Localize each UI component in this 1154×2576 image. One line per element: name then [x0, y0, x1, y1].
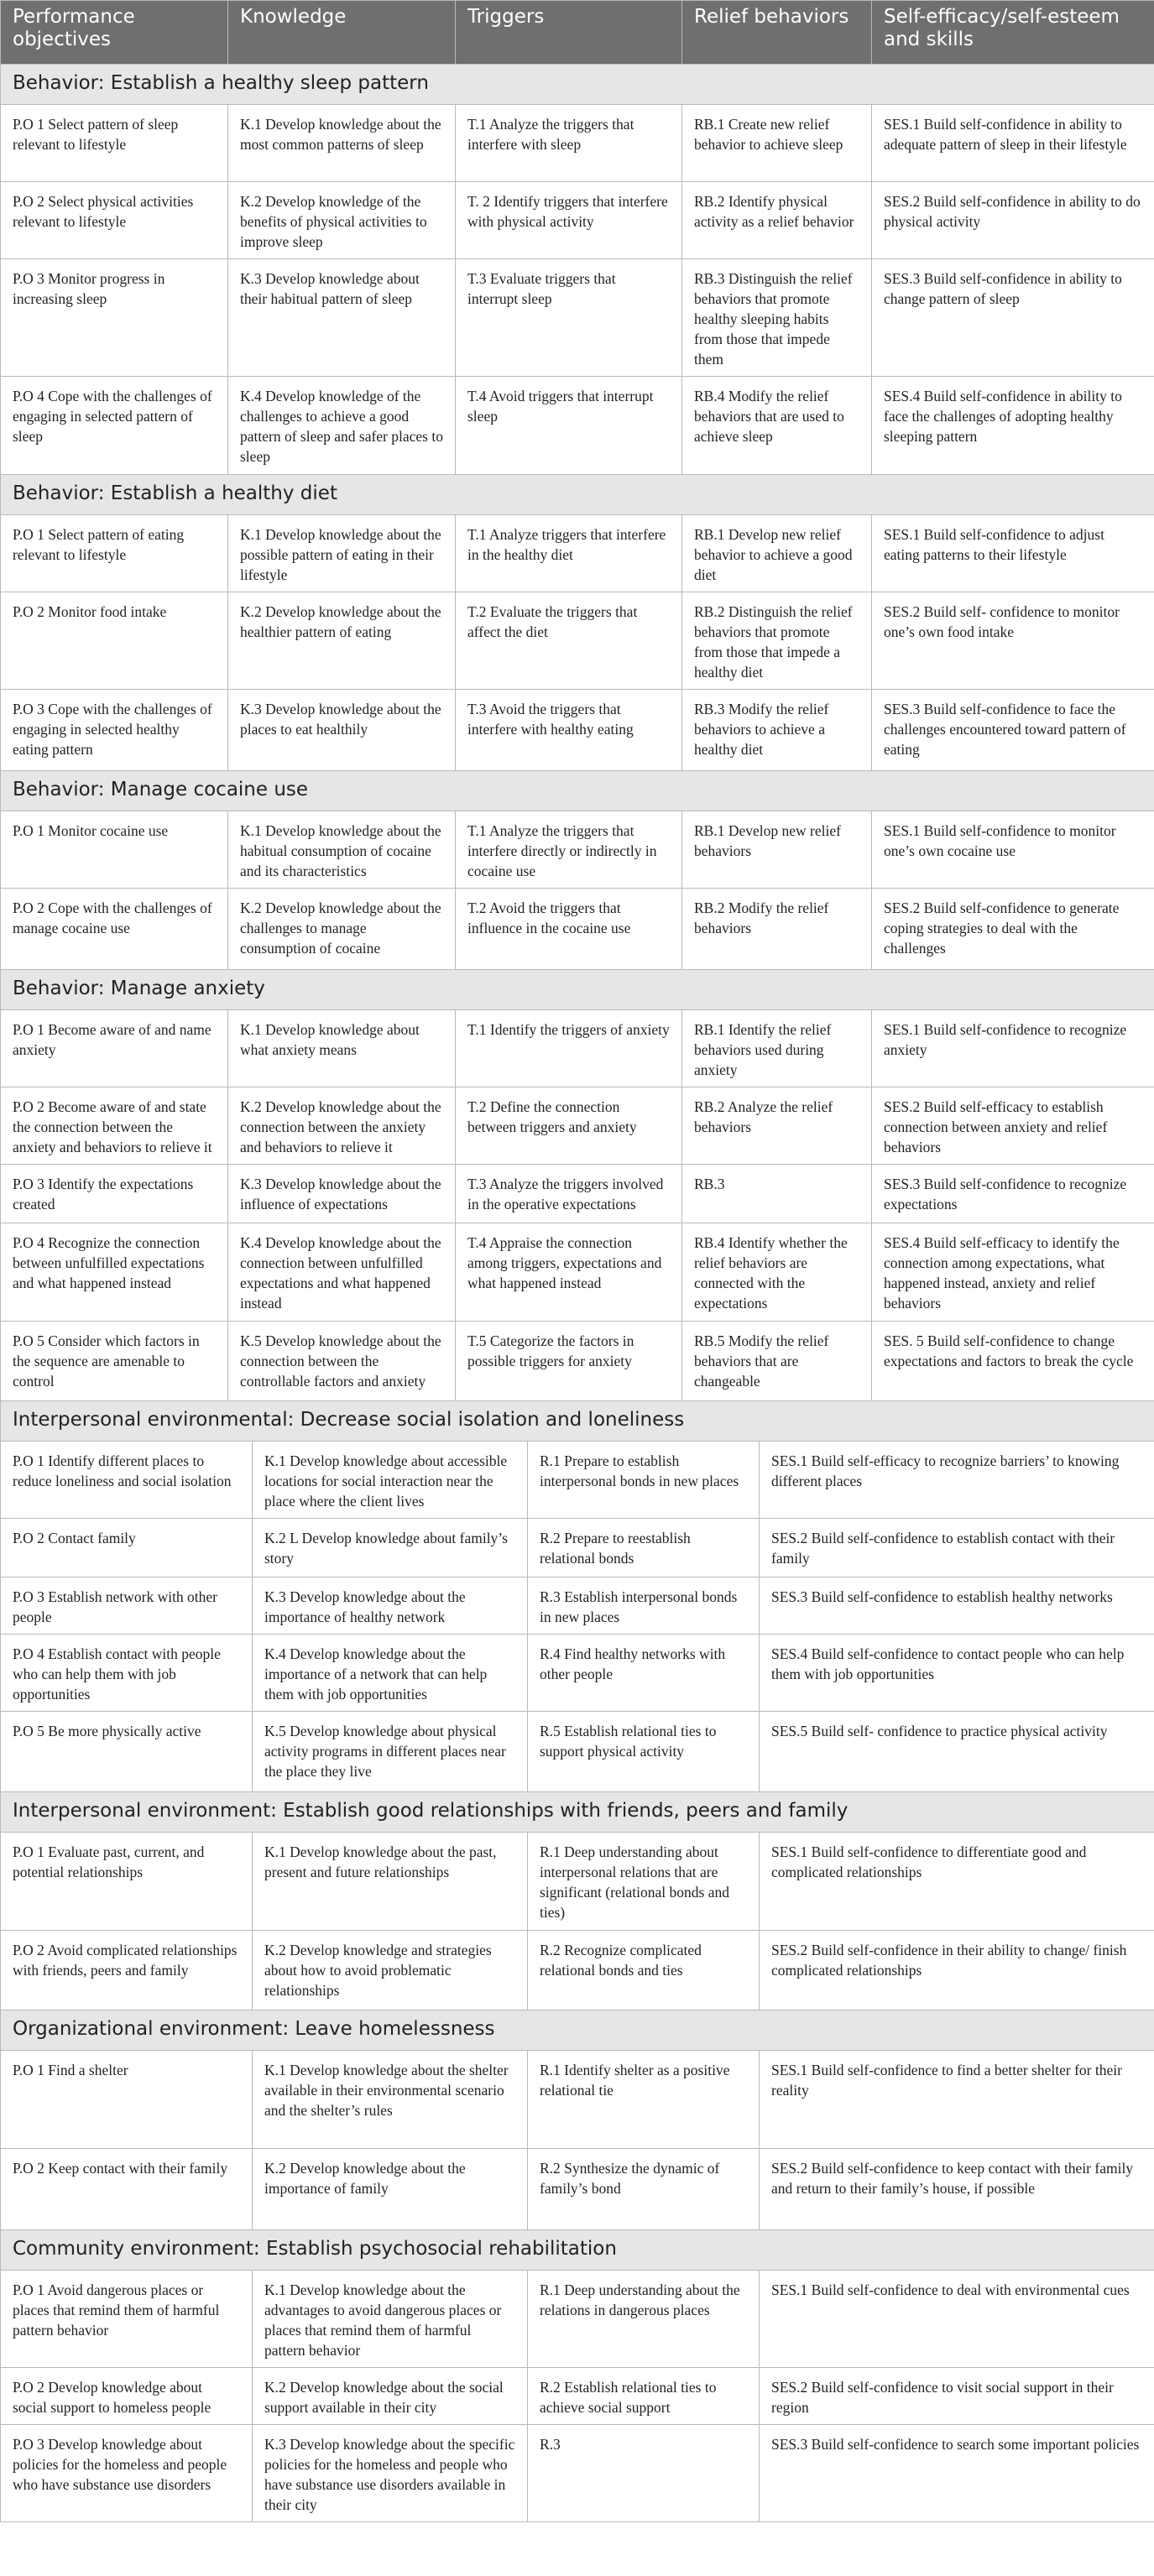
section-title: Behavior: Establish a healthy diet: [1, 475, 1154, 515]
table-cell: R.2 Prepare to reestablish relational bonds: [528, 1519, 760, 1577]
table-row: [1, 2425, 1154, 2522]
table-cell: SES.1 Build self-confidence in ability to adequate pattern of sleep in their lifestyle: [872, 105, 1154, 182]
header-self-efficacy: Self-efficacy/self-esteem and skills: [872, 1, 1154, 65]
table-cell: T.3 Evaluate triggers that interrupt sleep: [456, 259, 682, 377]
header-performance-objectives: Performance objectives: [1, 1, 228, 65]
table-row: [1, 1165, 1154, 1223]
table-cell: SES.1 Build self-efficacy to recognize barriers’ to knowing different places: [760, 1442, 1154, 1519]
table-cell: P.O 3 Identify the expectations created: [1, 1165, 228, 1223]
table-row: [1, 2051, 1154, 2149]
table-cell: K.4 Develop knowledge about the connection between unfulfilled expectations and what happened instead: [228, 1223, 456, 1322]
table-cell: P.O 2 Avoid complicated relationships with friends, peers and family: [1, 1931, 253, 2010]
table-cell: P.O 1 Find a shelter: [1, 2051, 253, 2149]
table-cell: P.O 2 Contact family: [1, 1519, 253, 1577]
table-cell: K.1 Develop knowledge about what anxiety means: [228, 1010, 456, 1087]
table-row: [1, 2368, 1154, 2425]
table-cell: P.O 1 Evaluate past, current, and potential relationships: [1, 1833, 253, 1931]
table-cell: R.4 Find healthy networks with other people: [528, 1635, 760, 1712]
section-title: Interpersonal environment: Establish good relationships with friends, peers and family: [1, 1792, 1154, 1833]
section-title: Community environment: Establish psychosocial rehabilitation: [1, 2230, 1154, 2271]
header-relief-behaviors: Relief behaviors: [682, 1, 872, 65]
table-row: [1, 2149, 1154, 2230]
table-cell: SES.1 Build self-confidence to recognize anxiety: [872, 1010, 1154, 1087]
table-row: [1, 105, 1154, 182]
section-row: [1, 65, 1154, 105]
table-cell: RB.3 Modify the relief behaviors to achieve a healthy diet: [682, 690, 872, 771]
table-cell: P.O 1 Select pattern of eating relevant to lifestyle: [1, 515, 228, 592]
table-cell: R.1 Deep understanding about the relations in dangerous places: [528, 2271, 760, 2368]
table-cell: RB.1 Develop new relief behaviors: [682, 811, 872, 889]
table-cell: RB.1 Develop new relief behavior to achieve a good diet: [682, 515, 872, 592]
table-row: [1, 1087, 1154, 1165]
table-cell: SES.3 Build self-confidence to recognize expectations: [872, 1165, 1154, 1223]
table-cell: R.1 Identify shelter as a positive relational tie: [528, 2051, 760, 2149]
table-row: [1, 690, 1154, 771]
table-cell: T.3 Avoid the triggers that interfere with healthy eating: [456, 690, 682, 771]
table-cell: P.O 4 Recognize the connection between unfulfilled expectations and what happened instead: [1, 1223, 228, 1322]
table-cell: K.3 Develop knowledge about the influence of expectations: [228, 1165, 456, 1223]
table-cell: K.3 Develop knowledge about their habitual pattern of sleep: [228, 259, 456, 377]
table-row: [1, 515, 1154, 592]
table-cell: SES.2 Build self-confidence to generate coping strategies to deal with the challenges: [872, 889, 1154, 970]
table-cell: SES.4 Build self-confidence to contact people who can help them with job opportunities: [760, 1635, 1154, 1712]
table-cell: SES.3 Build self-confidence to face the challenges encountered toward pattern of eating: [872, 690, 1154, 771]
section-row: [1, 1401, 1154, 1442]
table-cell: SES.2 Build self-confidence to visit social support in their region: [760, 2368, 1154, 2425]
table-cell: T.2 Define the connection between triggers and anxiety: [456, 1087, 682, 1165]
table-cell: T.5 Categorize the factors in possible triggers for anxiety: [456, 1322, 682, 1401]
table-row: [1, 1833, 1154, 1931]
table-cell: RB.5 Modify the relief behaviors that are changeable: [682, 1322, 872, 1401]
section-row: [1, 2230, 1154, 2271]
table-row: [1, 811, 1154, 889]
table-cell: T. 2 Identify triggers that interfere with physical activity: [456, 182, 682, 259]
table-cell: SES.2 Build self- confidence to monitor one’s own food intake: [872, 592, 1154, 690]
table-cell: P.O 5 Be more physically active: [1, 1712, 253, 1792]
table-cell: R.3 Establish interpersonal bonds in new places: [528, 1577, 760, 1635]
table-cell: RB.3: [682, 1165, 872, 1223]
table-cell: K.2 Develop knowledge about the connection between the anxiety and behaviors to relieve it: [228, 1087, 456, 1165]
table-cell: P.O 1 Identify different places to reduce loneliness and social isolation: [1, 1442, 253, 1519]
table-cell: T.1 Analyze the triggers that interfere directly or indirectly in cocaine use: [456, 811, 682, 889]
table-cell: R.5 Establish relational ties to support physical activity: [528, 1712, 760, 1792]
section-title: Interpersonal environmental: Decrease social isolation and loneliness: [1, 1401, 1154, 1442]
table-cell: K.2 Develop knowledge about the social support available in their city: [253, 2368, 528, 2425]
table-row: [1, 1712, 1154, 1792]
table-cell: SES.5 Build self- confidence to practice physical activity: [760, 1712, 1154, 1792]
table-cell: SES.2 Build self-efficacy to establish connection between anxiety and relief behaviors: [872, 1087, 1154, 1165]
table-cell: T.1 Analyze the triggers that interfere with sleep: [456, 105, 682, 182]
table-cell: R.2 Establish relational ties to achieve social support: [528, 2368, 760, 2425]
table-cell: K.3 Develop knowledge about the places to eat healthily: [228, 690, 456, 771]
section-row: [1, 970, 1154, 1010]
table-cell: P.O 1 Monitor cocaine use: [1, 811, 228, 889]
table-cell: K.2 Develop knowledge and strategies about how to avoid problematic relationships: [253, 1931, 528, 2010]
table-cell: K.1 Develop knowledge about the advantages to avoid dangerous places or places that remind them of harmful pattern behavior: [253, 2271, 528, 2368]
table-row: [1, 1223, 1154, 1322]
table-cell: T.4 Avoid triggers that interrupt sleep: [456, 377, 682, 475]
header-knowledge: Knowledge: [228, 1, 456, 65]
table-body: [1, 65, 1154, 2522]
table-cell: SES.2 Build self-confidence to keep contact with their family and return to their family’s house, if possible: [760, 2149, 1154, 2230]
table-row: [1, 889, 1154, 970]
table-cell: K.3 Develop knowledge about the importance of healthy network: [253, 1577, 528, 1635]
table-row: [1, 2271, 1154, 2368]
section-row: [1, 1792, 1154, 1833]
table-cell: R.1 Deep understanding about interpersonal relations that are significant (relational bonds and ties): [528, 1833, 760, 1931]
table-cell: K.1 Develop knowledge about the possible pattern of eating in their lifestyle: [228, 515, 456, 592]
table-row: [1, 1322, 1154, 1401]
section-title: Behavior: Manage anxiety: [1, 970, 1154, 1010]
table-cell: K.1 Develop knowledge about the most common patterns of sleep: [228, 105, 456, 182]
table-cell: R.2 Synthesize the dynamic of family’s bond: [528, 2149, 760, 2230]
table-cell: SES.2 Build self-confidence in ability to do physical activity: [872, 182, 1154, 259]
table-cell: P.O 3 Cope with the challenges of engaging in selected healthy eating pattern: [1, 690, 228, 771]
section-row: [1, 2010, 1154, 2051]
table-cell: P.O 2 Develop knowledge about social support to homeless people: [1, 2368, 253, 2425]
table-cell: K.2 Develop knowledge about the healthier pattern of eating: [228, 592, 456, 690]
table-cell: SES.4 Build self-efficacy to identify the connection among expectations, what happened instead, anxiety and relief behaviors: [872, 1223, 1154, 1322]
table-cell: P.O 4 Establish contact with people who can help them with job opportunities: [1, 1635, 253, 1712]
table-row: [1, 592, 1154, 690]
table-row: [1, 377, 1154, 475]
table-cell: K.2 Develop knowledge about the importance of family: [253, 2149, 528, 2230]
table-cell: RB.4 Modify the relief behaviors that are used to achieve sleep: [682, 377, 872, 475]
table-cell: SES.1 Build self-confidence to adjust eating patterns to their lifestyle: [872, 515, 1154, 592]
table-cell: P.O 3 Monitor progress in increasing sleep: [1, 259, 228, 377]
table-cell: SES.1 Build self-confidence to differentiate good and complicated relationships: [760, 1833, 1154, 1931]
table-cell: T.2 Avoid the triggers that influence in the cocaine use: [456, 889, 682, 970]
table-cell: SES.1 Build self-confidence to monitor one’s own cocaine use: [872, 811, 1154, 889]
table-cell: P.O 1 Become aware of and name anxiety: [1, 1010, 228, 1087]
table-row: [1, 1635, 1154, 1712]
table-cell: K.2 Develop knowledge of the benefits of physical activities to improve sleep: [228, 182, 456, 259]
section-title: Organizational environment: Leave homelessness: [1, 2010, 1154, 2051]
table-cell: K.4 Develop knowledge of the challenges to achieve a good pattern of sleep and safer places to sleep: [228, 377, 456, 475]
table-cell: K.1 Develop knowledge about the shelter available in their environmental scenario and the shelter’s rules: [253, 2051, 528, 2149]
table-row: [1, 1442, 1154, 1519]
table-row: [1, 182, 1154, 259]
table-cell: RB.2 Analyze the relief behaviors: [682, 1087, 872, 1165]
section-row: [1, 475, 1154, 515]
table-cell: P.O 4 Cope with the challenges of engaging in selected pattern of sleep: [1, 377, 228, 475]
table-cell: K.5 Develop knowledge about the connection between the controllable factors and anxiety: [228, 1322, 456, 1401]
table-cell: T.4 Appraise the connection among triggers, expectations and what happened instead: [456, 1223, 682, 1322]
table-cell: K.1 Develop knowledge about the habitual consumption of cocaine and its characteristics: [228, 811, 456, 889]
table-row: [1, 259, 1154, 377]
table-row: [1, 1519, 1154, 1577]
table-row: [1, 1931, 1154, 2010]
table-cell: T.2 Evaluate the triggers that affect the diet: [456, 592, 682, 690]
table-cell: K.1 Develop knowledge about accessible locations for social interaction near the place where the client lives: [253, 1442, 528, 1519]
table-cell: P.O 3 Develop knowledge about policies for the homeless and people who have substance use disorders: [1, 2425, 253, 2522]
table-cell: T.3 Analyze the triggers involved in the operative expectations: [456, 1165, 682, 1223]
table-cell: RB.1 Identify the relief behaviors used during anxiety: [682, 1010, 872, 1087]
table-cell: P.O 3 Establish network with other people: [1, 1577, 253, 1635]
header-row: [1, 1, 1154, 65]
table-cell: SES.3 Build self-confidence to establish healthy networks: [760, 1577, 1154, 1635]
table-cell: RB.3 Distinguish the relief behaviors that promote healthy sleeping habits from those that impede them: [682, 259, 872, 377]
table-cell: P.O 5 Consider which factors in the sequence are amenable to control: [1, 1322, 228, 1401]
table-cell: P.O 2 Become aware of and state the connection between the anxiety and behaviors to relieve it: [1, 1087, 228, 1165]
table-cell: RB.4 Identify whether the relief behaviors are connected with the expectations: [682, 1223, 872, 1322]
table-cell: SES. 5 Build self-confidence to change expectations and factors to break the cycle: [872, 1322, 1154, 1401]
table-cell: SES.2 Build self-confidence to establish contact with their family: [760, 1519, 1154, 1577]
table-cell: RB.1 Create new relief behavior to achieve sleep: [682, 105, 872, 182]
table-cell: RB.2 Distinguish the relief behaviors that promote from those that impede a healthy diet: [682, 592, 872, 690]
table-cell: K.5 Develop knowledge about physical activity programs in different places near the place they live: [253, 1712, 528, 1792]
table-cell: K.1 Develop knowledge about the past, present and future relationships: [253, 1833, 528, 1931]
table-cell: R.1 Prepare to establish interpersonal bonds in new places: [528, 1442, 760, 1519]
table-cell: P.O 2 Cope with the challenges of manage cocaine use: [1, 889, 228, 970]
table-cell: P.O 2 Keep contact with their family: [1, 2149, 253, 2230]
table-cell: SES.4 Build self-confidence in ability to face the challenges of adopting healthy sleeping pattern: [872, 377, 1154, 475]
table-cell: K.2 L Develop knowledge about family’s story: [253, 1519, 528, 1577]
table-cell: R.3: [528, 2425, 760, 2522]
table-cell: SES.3 Build self-confidence in ability to change pattern of sleep: [872, 259, 1154, 377]
table-cell: P.O 2 Select physical activities relevant to lifestyle: [1, 182, 228, 259]
table-cell: K.4 Develop knowledge about the importance of a network that can help them with job opportunities: [253, 1635, 528, 1712]
table-cell: SES.3 Build self-confidence to search some important policies: [760, 2425, 1154, 2522]
table-cell: RB.2 Identify physical activity as a relief behavior: [682, 182, 872, 259]
section-title: Behavior: Manage cocaine use: [1, 771, 1154, 811]
table-cell: K.2 Develop knowledge about the challenges to manage consumption of cocaine: [228, 889, 456, 970]
header-triggers: Triggers: [456, 1, 682, 65]
table-cell: P.O 1 Select pattern of sleep relevant to lifestyle: [1, 105, 228, 182]
table-row: [1, 1010, 1154, 1087]
table-cell: T.1 Identify the triggers of anxiety: [456, 1010, 682, 1087]
table-cell: SES.2 Build self-confidence in their ability to change/ finish complicated relationships: [760, 1931, 1154, 2010]
table-cell: P.O 2 Monitor food intake: [1, 592, 228, 690]
table-cell: SES.1 Build self-confidence to deal with environmental cues: [760, 2271, 1154, 2368]
table-row: [1, 1577, 1154, 1635]
table-cell: SES.1 Build self-confidence to find a better shelter for their reality: [760, 2051, 1154, 2149]
table-cell: R.2 Recognize complicated relational bonds and ties: [528, 1931, 760, 2010]
table-cell: K.3 Develop knowledge about the specific policies for the homeless and people who have substance use disorders available in their city: [253, 2425, 528, 2522]
table-cell: P.O 1 Avoid dangerous places or places that remind them of harmful pattern behavior: [1, 2271, 253, 2368]
section-row: [1, 771, 1154, 811]
table-cell: RB.2 Modify the relief behaviors: [682, 889, 872, 970]
table-cell: T.1 Analyze triggers that interfere in the healthy diet: [456, 515, 682, 592]
section-title: Behavior: Establish a healthy sleep pattern: [1, 65, 1154, 105]
